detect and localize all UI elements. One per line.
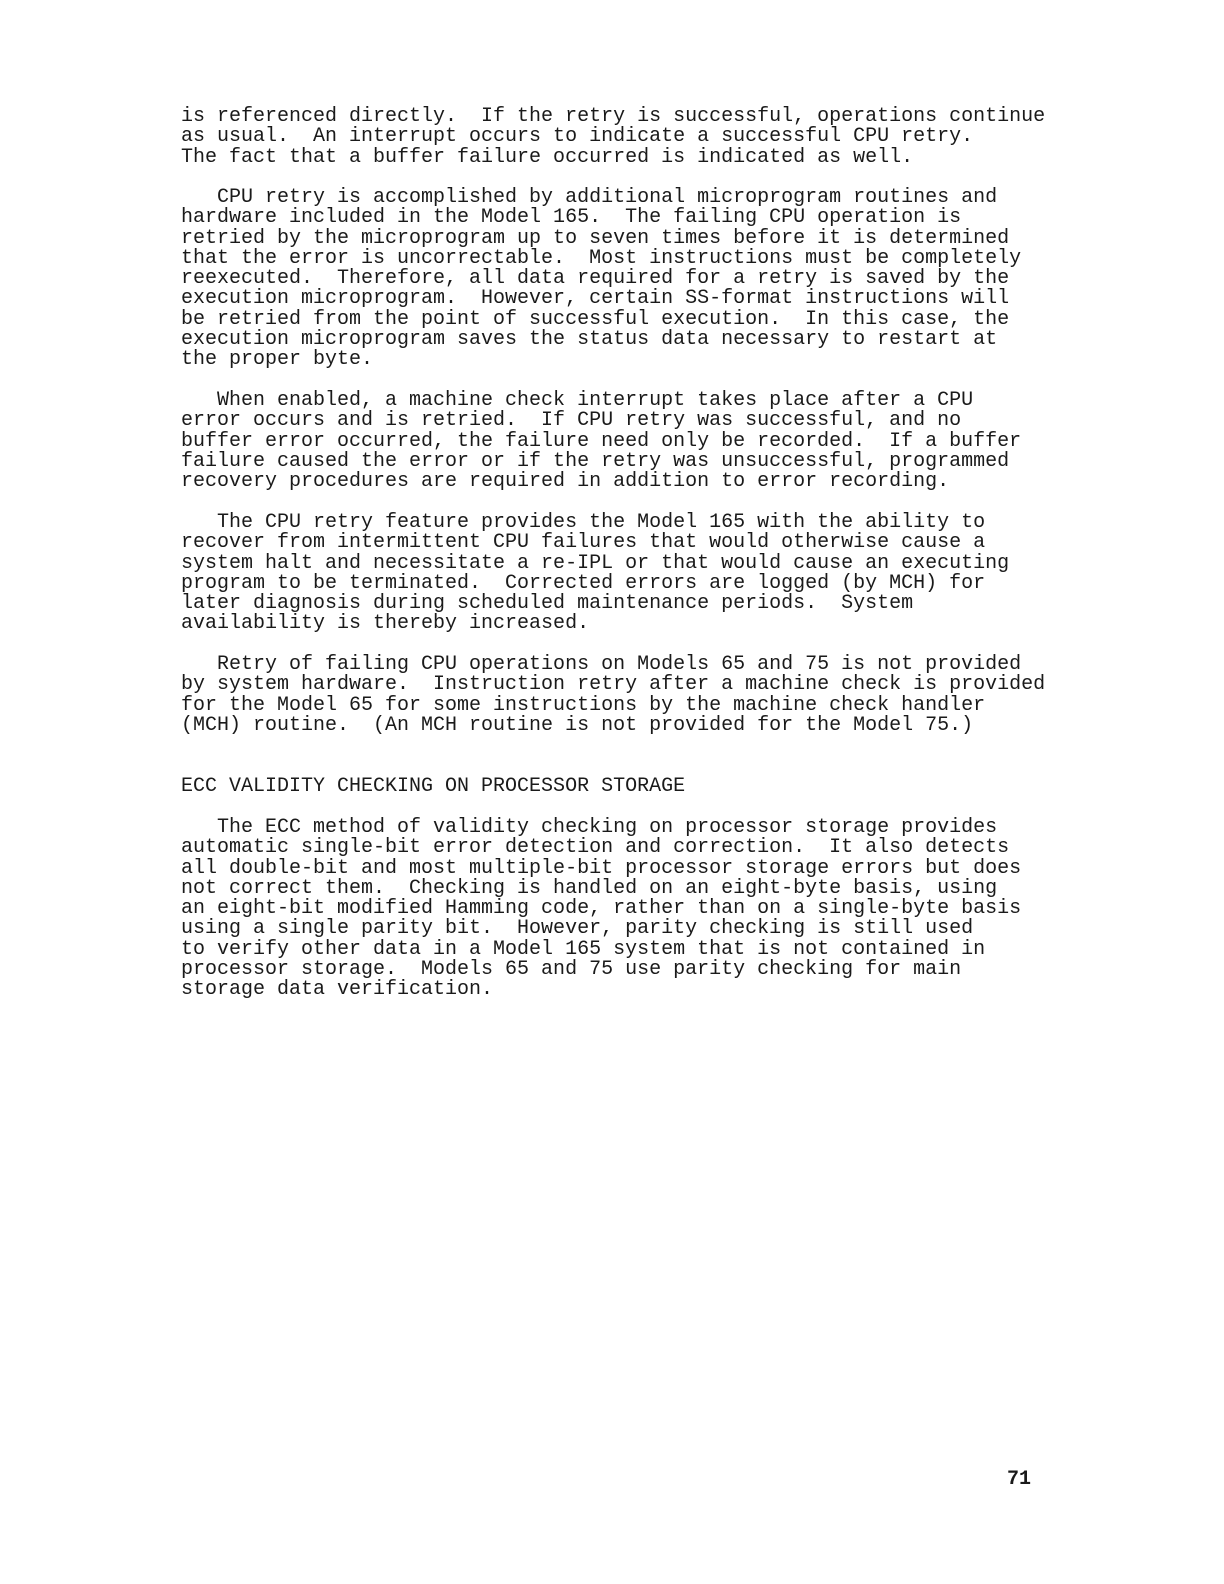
section-heading-ecc: ECC VALIDITY CHECKING ON PROCESSOR STORAGE: [181, 775, 686, 798]
paragraph-cpu-retry-mechanism: CPU retry is accomplished by additional microprogram routines and hardware included in the Model 165. The failing CPU operation is retried by the microprogram up to seven times before it is determined that the error is uncorrectable. Most instructions must be completely reexecuted. Therefore, all data required for a retry is saved by the execution microprogram. However, certain SS-format instructions will be retried from the point of successful execution. In this case, the execution microprogram saves the status data necessary to restart at the proper byte.: [181, 186, 1022, 372]
paragraph-cpu-retry-feature: The CPU retry feature provides the Model 165 with the ability to recover from intermittent CPU failures that would otherwise cause a system halt and necessitate a re-IPL or that would cause an executing program to be terminated. Corrected errors are logged (by MCH) for later diagnosis during scheduled maintenance periods. System availability is thereby increased.: [181, 511, 1010, 636]
page-number: 71: [1007, 1468, 1032, 1491]
paragraph-machine-check-interrupt: When enabled, a machine check interrupt takes place after a CPU error occurs and is retried. If CPU retry was successful, and no buffer error occurred, the failure need only be recorded. If a buffer failure caused the error or if the retry was unsuccessful, programmed recovery procedures are required in addition to error recording.: [181, 389, 1022, 494]
paragraph-models-65-75-retry: Retry of failing CPU operations on Models 65 and 75 is not provided by system hardware. Instruction retry after a machine check is provided for the Model 65 for some instructions by the machine check handler (MCH) routine. (An MCH routine is not provided for the Model 75.): [181, 653, 1046, 737]
paragraph-buffer-failure: is referenced directly. If the retry is successful, operations continue as usual. An interrupt occurs to indicate a successful CPU retry. The fact that a buffer failure occurred is indicated as well.: [181, 105, 1046, 169]
paragraph-ecc-method: The ECC method of validity checking on processor storage provides automatic single-bit error detection and correction. It also detects all double-bit and most multiple-bit processor storage errors but does not correct them. Checking is handled on an eight-byte basis, using an eight-bit modified Hamming code, rather than on a single-byte basis using a single parity bit. However, parity checking is still used to verify other data in a Model 165 system that is not contained in processor storage. Models 65 and 75 use parity checking for main storage data verification.: [181, 816, 1022, 1002]
